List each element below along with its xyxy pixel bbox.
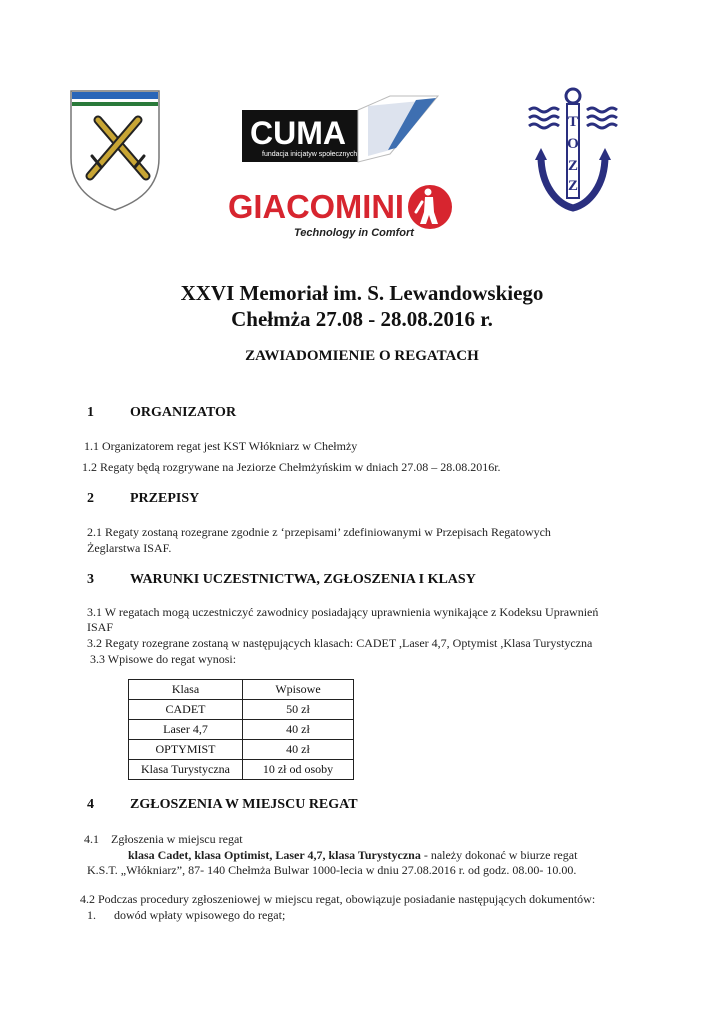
table-cell: 10 zł od osoby <box>243 760 354 780</box>
event-title: XXVI Memoriał im. S. Lewandowskiego <box>180 281 544 305</box>
section-1-paragraph-1: 1.1 Organizatorem regat jest KST Włókniarz w Chełmży <box>84 439 358 453</box>
cuma-logo <box>240 92 440 164</box>
table-cell: 50 zł <box>243 700 354 720</box>
section-2-title: PRZEPISY <box>130 491 200 506</box>
section-3-title: WARUNKI UCZESTNICTWA, ZGŁOSZENIA I KLASY <box>130 572 476 587</box>
section-4-number: 4 <box>87 797 94 812</box>
section-3-paragraph-3: 3.2 Regaty rozegrane zostaną w następujących klasach: CADET ,Laser 4,7, Optymist ,Klasa Turystyczna <box>87 636 593 650</box>
table-header-cell: Wpisowe <box>243 680 354 700</box>
table-cell: OPTYMIST <box>129 740 243 760</box>
giacomini-logo <box>228 182 454 240</box>
table-row <box>129 740 354 760</box>
section-4-paragraph-1: 4.1 Zgłoszenia w miejscu regat <box>84 832 243 846</box>
giacomini-wordmark: GIACOMINI <box>228 188 404 225</box>
table-cell: CADET <box>129 700 243 720</box>
table-cell: Laser 4,7 <box>129 720 243 740</box>
section-4-paragraph-2 <box>128 848 577 863</box>
fees-table <box>128 679 354 780</box>
table-cell: 40 zł <box>243 720 354 740</box>
table-cell: 40 zł <box>243 740 354 760</box>
section-4-paragraph-4: 4.2 Podczas procedury zgłoszeniowej w miejscu regat, obowiązuje posiadanie następujących dokumentów: <box>80 892 596 906</box>
table-header-cell: Klasa <box>129 680 243 700</box>
section-4-classes: klasa Cadet, klasa Optimist, Laser 4,7, klasa Turystyczna <box>128 848 421 862</box>
tozz-letter-o: O <box>567 136 579 152</box>
giacomini-tagline: Technology in Comfort <box>294 227 414 239</box>
document-subtitle: ZAWIADOMIENIE O REGATACH <box>245 348 479 364</box>
tozz-letter-z1: Z <box>567 158 579 174</box>
section-3-number: 3 <box>87 572 94 587</box>
table-header-row <box>129 680 354 700</box>
section-1-paragraph-2: 1.2 Regaty będą rozgrywane na Jeziorze Chełmżyńskim w dniach 27.08 – 28.08.2016r. <box>82 460 501 474</box>
table-row <box>129 720 354 740</box>
tozz-letter-z2: Z <box>567 178 579 194</box>
table-cell: Klasa Turystyczna <box>129 760 243 780</box>
section-3-paragraph-2: ISAF <box>87 620 114 634</box>
club-shield-logo <box>68 88 162 212</box>
cuma-tagline: fundacja inicjatyw społecznych <box>262 151 358 158</box>
table-row <box>129 760 354 780</box>
section-3-paragraph-1: 3.1 W regatach mogą uczestniczyć zawodnicy posiadający uprawnienia wynikające z Kodeksu Uprawnień <box>87 605 599 619</box>
section-4-title: ZGŁOSZENIA W MIEJSCU REGAT <box>130 797 358 812</box>
section-4-paragraph-5: 1. dowód wpłaty wpisowego do regat; <box>87 908 286 922</box>
tozz-logo <box>527 86 619 214</box>
section-2-paragraph-2: Żeglarstwa ISAF. <box>87 541 172 555</box>
section-1-number: 1 <box>87 405 94 420</box>
section-2-number: 2 <box>87 491 94 506</box>
section-4-paragraph-3: K.S.T. „Włókniarz”, 87- 140 Chełmża Bulwar 1000-lecia w dniu 27.08.2016 r. od godz. 08.00- 10.00. <box>87 863 577 877</box>
section-3-paragraph-4: 3.3 Wpisowe do regat wynosi: <box>87 652 237 666</box>
tozz-letter-t: T <box>567 114 579 130</box>
event-dates: Chełmża 27.08 - 28.08.2016 r. <box>231 307 493 331</box>
section-1-title: ORGANIZATOR <box>130 405 237 420</box>
table-row <box>129 700 354 720</box>
section-2-paragraph-1: 2.1 Regaty zostaną rozegrane zgodnie z ‘przepisami’ zdefiniowanymi w Przepisach Regatowych <box>87 525 551 539</box>
section-4-office-note: - należy dokonać w biurze regat <box>420 848 578 862</box>
cuma-wordmark: CUMA <box>250 115 346 151</box>
